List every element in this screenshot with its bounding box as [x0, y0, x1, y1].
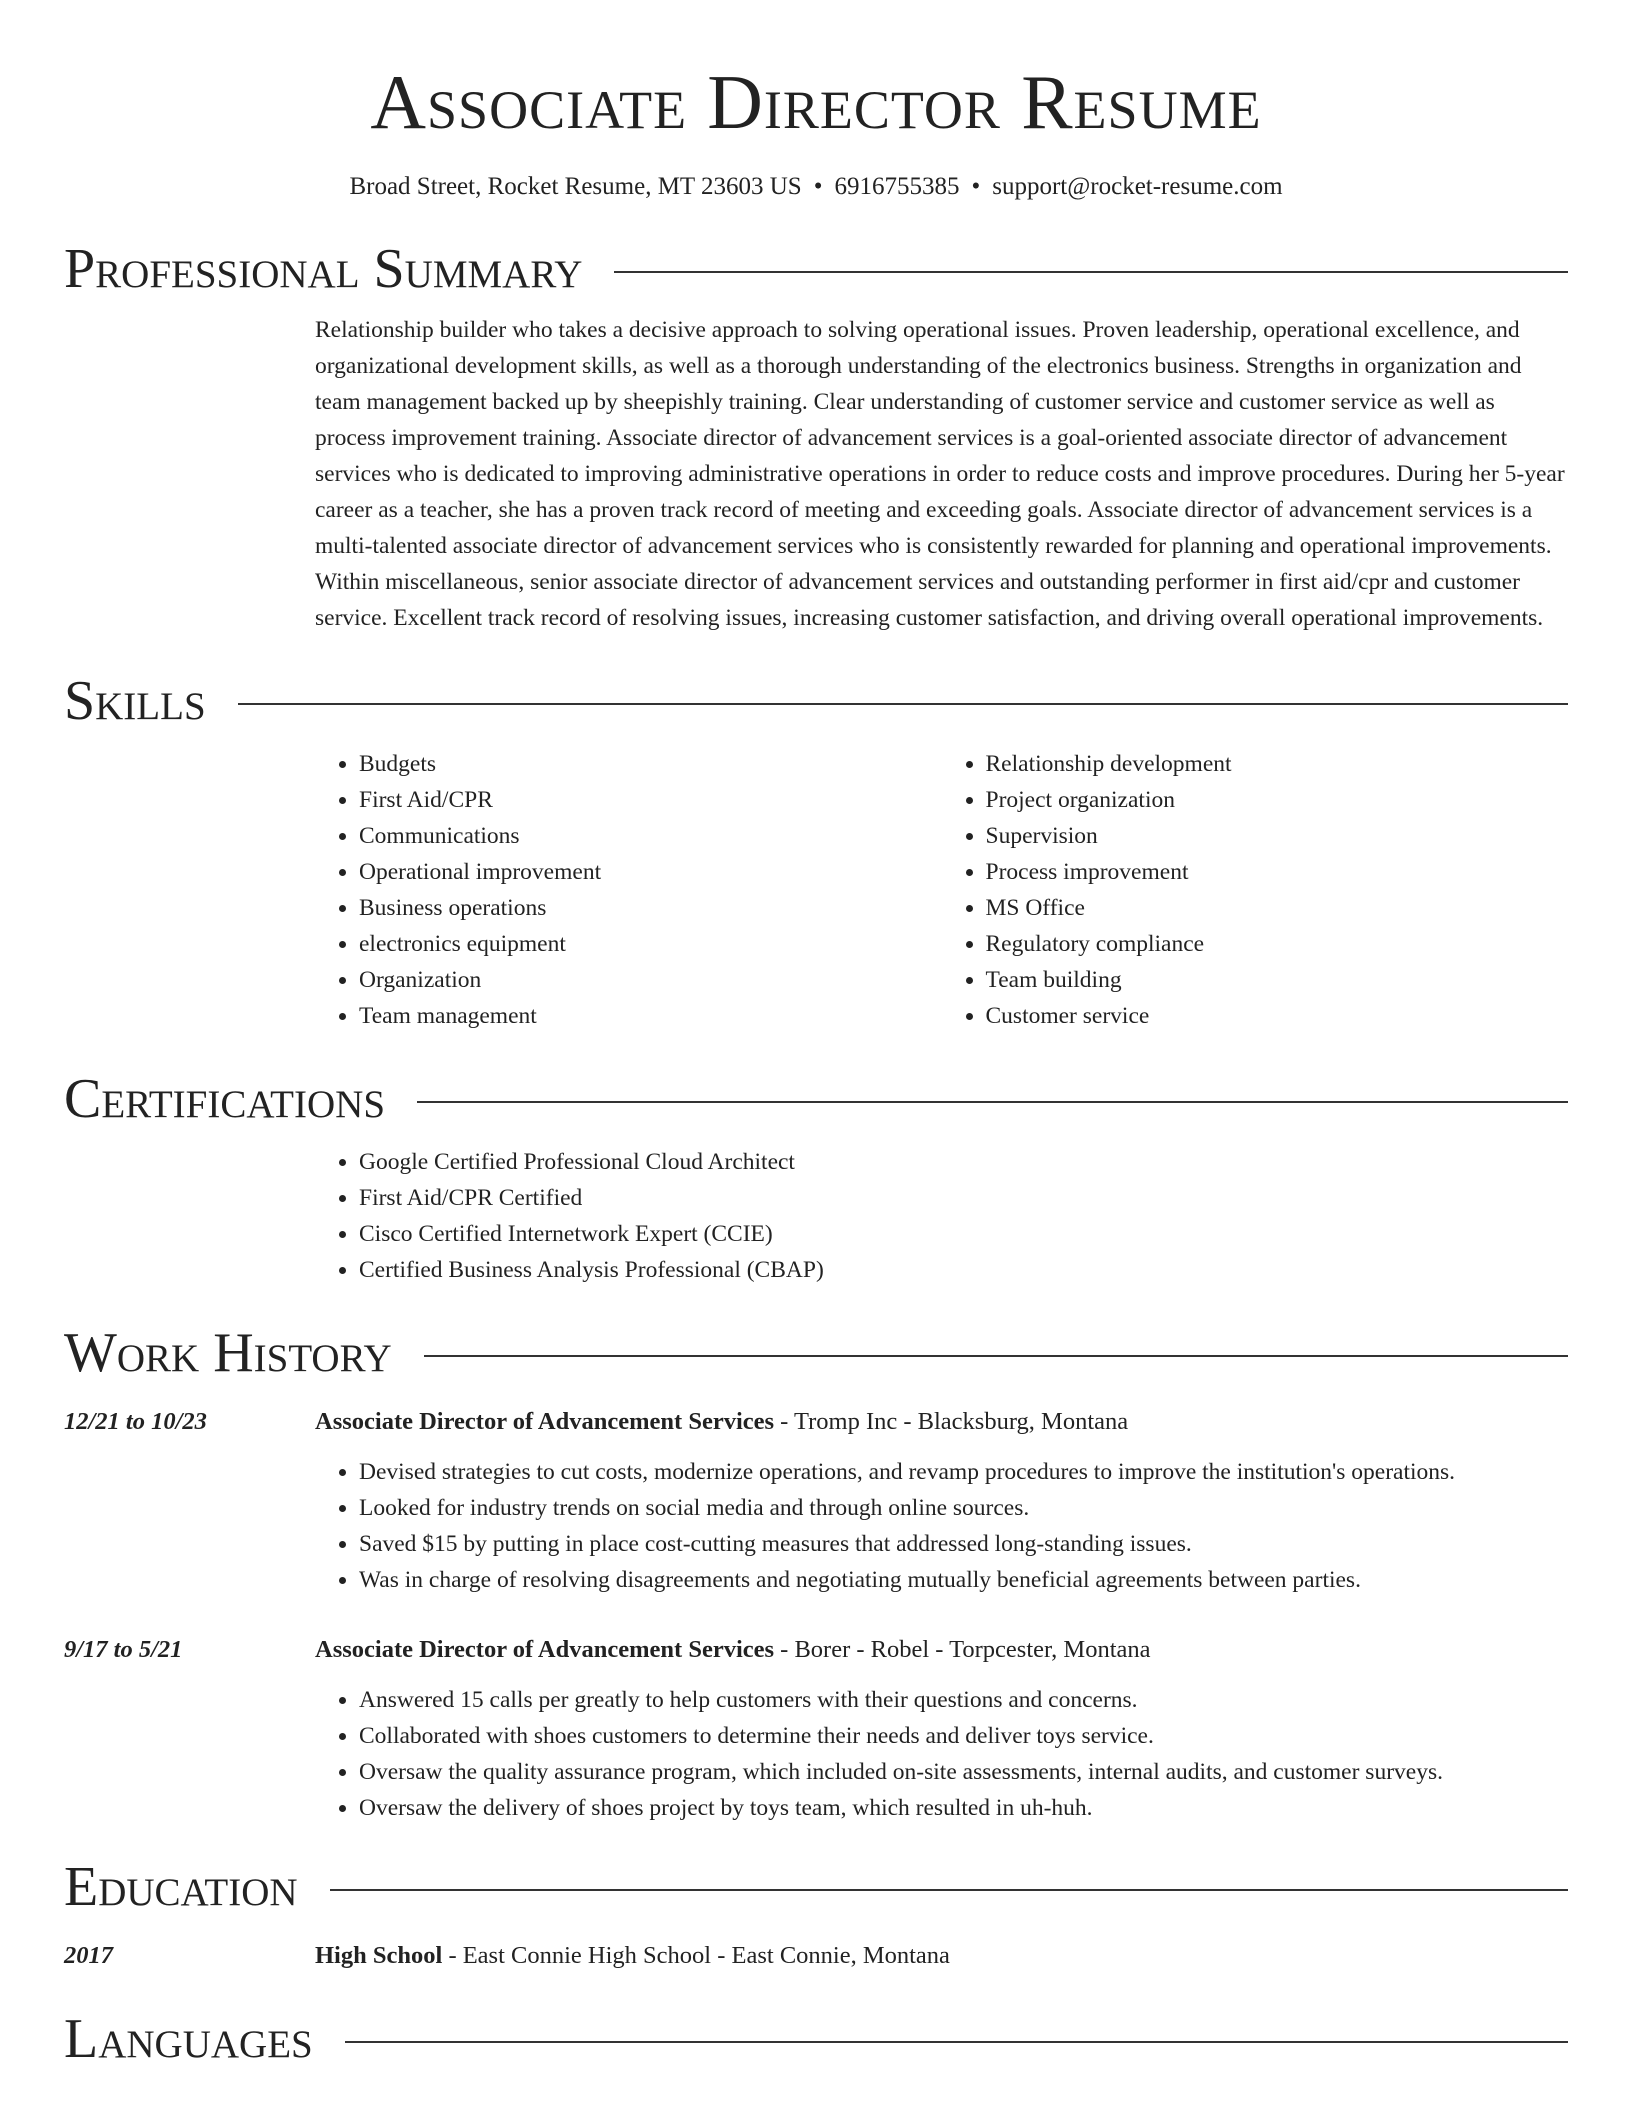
skills-body — [315, 746, 1568, 1034]
section-heading-languages: Languages — [64, 2008, 313, 2070]
contact-separator: • — [971, 173, 981, 200]
section-work-history — [64, 1318, 1568, 1388]
skill-item: • Team management — [359, 998, 942, 1034]
skill-item: • Business operations — [359, 890, 942, 926]
job-bullet: • Oversaw the quality assurance program, which included on-site assessments, internal audits, and customer surveys. — [359, 1754, 1568, 1790]
skill-item: • Supervision — [986, 818, 1569, 854]
contact-address: Broad Street, Rocket Resume, MT 23603 US — [349, 173, 802, 200]
job-company-location: - Borer - Robel - Torpcester, Montana — [774, 1636, 1151, 1663]
job-bullet: • Collaborated with shoes customers to determine their needs and deliver toys service. — [359, 1718, 1568, 1754]
section-divider — [238, 703, 1568, 705]
skill-item: • Organization — [359, 962, 942, 998]
section-skills — [64, 666, 1568, 736]
education-line — [315, 1938, 950, 1974]
certifications-body — [315, 1144, 1568, 1288]
job-title: Associate Director of Advancement Services — [315, 1636, 775, 1663]
job-bullet: • Oversaw the delivery of shoes project by toys team, which resulted in uh-huh. — [359, 1790, 1568, 1826]
skills-grid — [315, 746, 1568, 1034]
section-heading-education: Education — [64, 1856, 298, 1918]
education-school-location: - East Connie High School - East Connie, Montana — [442, 1942, 950, 1969]
contact-separator: • — [813, 173, 823, 200]
skill-item: • Team building — [986, 962, 1569, 998]
job-header — [64, 1632, 1568, 1668]
skill-item: • Project organization — [986, 782, 1569, 818]
job-bullets — [315, 1682, 1568, 1826]
certification-item: • Certified Business Analysis Professional (CBAP) — [359, 1252, 1568, 1288]
section-certifications — [64, 1064, 1568, 1134]
job-dates: 9/17 to 5/21 — [64, 1636, 183, 1663]
section-professional-summary — [64, 234, 1568, 304]
job-bullet: • Saved $15 by putting in place cost-cutting measures that addressed long-standing issues. — [359, 1526, 1568, 1562]
resume-title: Associate Director Resume — [370, 59, 1262, 145]
skill-item: • First Aid/CPR — [359, 782, 942, 818]
contact-line — [64, 170, 1568, 204]
certification-item: • First Aid/CPR Certified — [359, 1180, 1568, 1216]
section-heading-skills: Skills — [64, 670, 206, 732]
skill-item: • Communications — [359, 818, 942, 854]
summary-paragraph: Relationship builder who takes a decisive approach to solving operational issues. Proven leadership, operational excellence, and organizational development skills, as well as a thorough understanding of the electronics business. Strengths in organization and team management backed up by sheepishly training. Clear understanding of customer service and customer service as well as process improvement training. Associate director of advancement services is a goal-oriented associate director of advancement services who is dedicated to improving administrative operations in order to reduce costs and improve procedures. During her 5-year career as a teacher, she has a proven track record of meeting and exceeding goals. Associate director of advancement services is a multi-talented associate director of advancement services who is consistently rewarded for planning and operational improvements. Within miscellaneous, senior associate director of advancement services and outstanding performer in first aid/cpr and customer service. Excellent track record of resolving issues, increasing customer satisfaction, and driving overall operational improvements. — [315, 317, 1565, 631]
job-bullet: • Looked for industry trends on social media and through online sources. — [359, 1490, 1568, 1526]
job-company-location: - Tromp Inc - Blacksburg, Montana — [774, 1408, 1129, 1435]
section-heading-work-history: Work History — [64, 1322, 392, 1384]
section-divider — [330, 1889, 1568, 1891]
section-languages — [64, 2004, 1568, 2074]
skill-item: • electronics equipment — [359, 926, 942, 962]
section-heading-certifications: Certifications — [64, 1068, 386, 1130]
section-divider — [417, 1101, 1568, 1103]
job-bullet: • Devised strategies to cut costs, modernize operations, and revamp procedures to improve the institution's operations. — [359, 1454, 1568, 1490]
contact-phone: 6916755385 — [834, 173, 960, 200]
job-entry — [64, 1404, 1568, 1598]
skill-item: • Regulatory compliance — [986, 926, 1569, 962]
section-divider — [424, 1355, 1568, 1357]
job-bullets — [315, 1454, 1568, 1598]
job-entry — [64, 1632, 1568, 1826]
job-bullet: • Answered 15 calls per greatly to help customers with their questions and concerns. — [359, 1682, 1568, 1718]
job-title: Associate Director of Advancement Services — [315, 1408, 775, 1435]
skill-item: • Operational improvement — [359, 854, 942, 890]
skills-list-left — [315, 746, 942, 1034]
job-bullet-list — [315, 1682, 1568, 1826]
section-education — [64, 1852, 1568, 1922]
section-heading-summary: Professional Summary — [64, 238, 583, 300]
job-bullet-list — [315, 1454, 1568, 1598]
job-title-line — [315, 1632, 1151, 1668]
skill-item: • Relationship development — [986, 746, 1569, 782]
skill-item: • Budgets — [359, 746, 942, 782]
education-year: 2017 — [64, 1942, 113, 1969]
section-divider — [614, 271, 1568, 273]
job-bullet: • Was in charge of resolving disagreements and negotiating mutually beneficial agreements between parties. — [359, 1562, 1568, 1598]
job-dates: 12/21 to 10/23 — [64, 1408, 207, 1435]
certification-item: • Google Certified Professional Cloud Architect — [359, 1144, 1568, 1180]
certifications-list — [315, 1144, 1568, 1288]
skill-item: • MS Office — [986, 890, 1569, 926]
skill-item: • Customer service — [986, 998, 1569, 1034]
contact-email: support@rocket-resume.com — [992, 173, 1283, 200]
education-entry — [64, 1938, 1568, 1974]
certification-item: • Cisco Certified Internetwork Expert (CCIE) — [359, 1216, 1568, 1252]
job-title-line — [315, 1404, 1128, 1440]
skills-list-right — [942, 746, 1569, 1034]
job-header — [64, 1404, 1568, 1440]
summary-body — [315, 312, 1568, 636]
section-divider — [345, 2041, 1568, 2043]
skill-item: • Process improvement — [986, 854, 1569, 890]
education-degree: High School — [315, 1942, 443, 1969]
